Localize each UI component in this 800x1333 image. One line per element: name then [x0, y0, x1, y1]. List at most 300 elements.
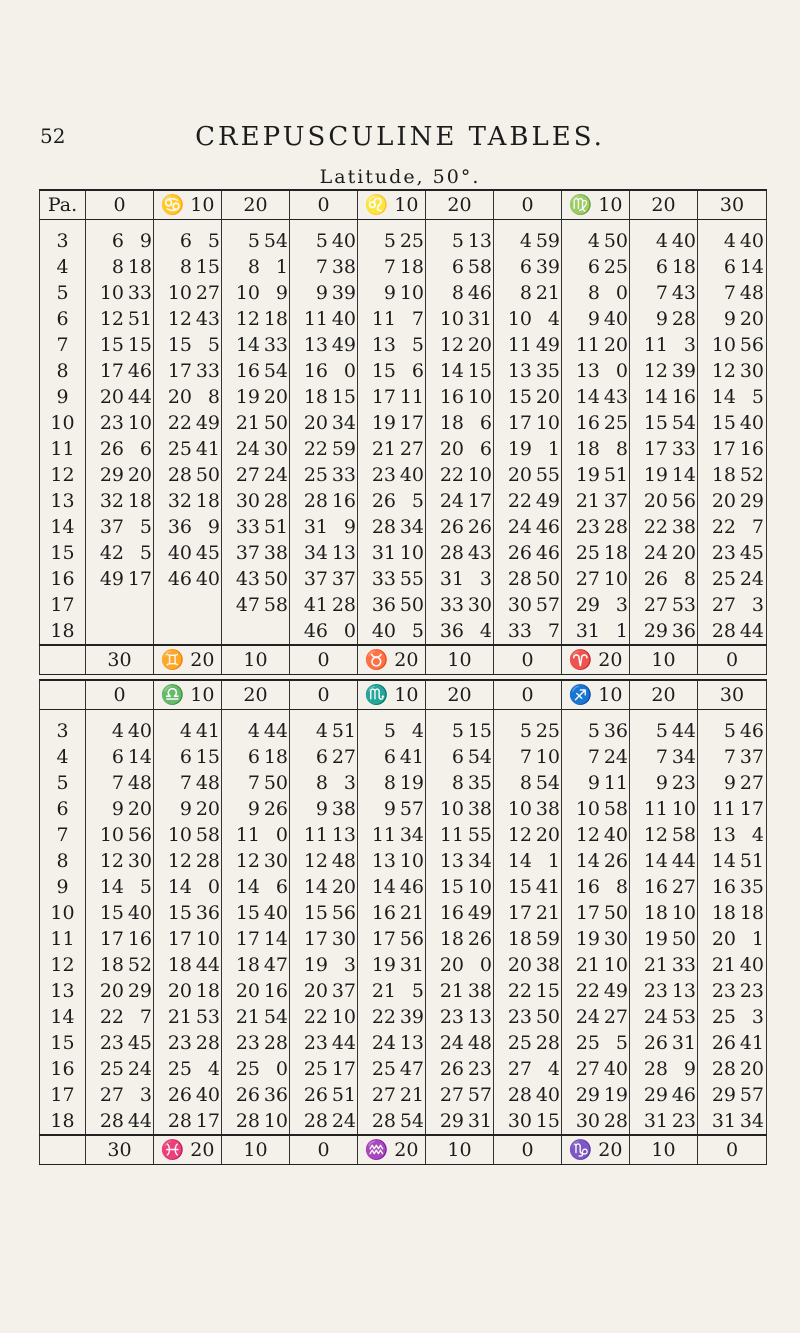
value-minutes: 50	[603, 230, 628, 252]
value-hours: 16	[439, 902, 464, 924]
value-minutes: 48	[467, 1032, 492, 1054]
value-hours: 49	[99, 568, 124, 590]
value-minutes: 51	[263, 516, 288, 538]
value-minutes: 13	[671, 980, 696, 1002]
value-hours: 6	[315, 746, 328, 768]
value-hours: 26	[99, 438, 124, 460]
value-hours: 6	[451, 256, 464, 278]
value-cell	[290, 952, 358, 978]
pa-cell: 16	[40, 566, 86, 592]
value-minutes: 24	[739, 568, 764, 590]
value-cell	[86, 410, 154, 436]
value-minutes: 38	[535, 798, 560, 820]
value-hours: 14	[303, 876, 328, 898]
header-cell	[698, 645, 767, 675]
value-minutes: 40	[331, 308, 356, 330]
value-hours: 31	[711, 1110, 736, 1132]
value-minutes: 50	[535, 568, 560, 590]
header-cell	[358, 645, 426, 675]
value-hours: 14	[643, 386, 668, 408]
value-hours: 4	[315, 720, 328, 742]
value-hours: 17	[643, 438, 668, 460]
table1-row	[40, 462, 767, 488]
header-label: 10	[447, 1139, 472, 1161]
header-label: 20	[447, 194, 472, 216]
table1-row	[40, 254, 767, 280]
value-hours: 18	[167, 954, 192, 976]
value-minutes: 13	[399, 1032, 424, 1054]
value-cell	[630, 280, 698, 306]
value-minutes: 10	[467, 386, 492, 408]
value-minutes: 25	[603, 412, 628, 434]
value-hours: 25	[99, 1058, 124, 1080]
value-minutes: 27	[739, 772, 764, 794]
value-cell	[630, 874, 698, 900]
value-minutes: 59	[535, 230, 560, 252]
value-cell	[290, 436, 358, 462]
header-label: 20	[651, 684, 676, 706]
value-hours: 20	[439, 438, 464, 460]
header-label: ♑ 20	[568, 1139, 623, 1161]
value-cell	[86, 618, 154, 645]
value-minutes: 55	[399, 568, 424, 590]
value-cell	[290, 280, 358, 306]
value-hours: 6	[179, 746, 192, 768]
header-cell	[426, 680, 494, 710]
value-cell	[494, 280, 562, 306]
value-hours: 31	[439, 568, 464, 590]
value-cell	[358, 540, 426, 566]
value-cell	[698, 618, 767, 645]
value-minutes: 33	[127, 282, 152, 304]
value-cell	[358, 566, 426, 592]
pa-cell: 15	[40, 1030, 86, 1056]
value-hours: 30	[507, 594, 532, 616]
header-label: 0	[317, 1139, 330, 1161]
header-pa-cell	[40, 645, 86, 675]
crepusculine-table	[39, 189, 767, 1165]
value-minutes: 19	[399, 772, 424, 794]
value-hours: 20	[711, 928, 736, 950]
value-cell	[358, 514, 426, 540]
value-cell	[698, 436, 767, 462]
value-cell	[494, 514, 562, 540]
value-cell	[358, 770, 426, 796]
value-hours: 14	[235, 876, 260, 898]
value-minutes: 25	[603, 256, 628, 278]
header-label: ♐ 10	[568, 684, 623, 706]
header-label: 0	[521, 684, 534, 706]
table2-row	[40, 1108, 767, 1135]
value-minutes: 50	[671, 928, 696, 950]
value-minutes: 31	[467, 308, 492, 330]
value-minutes: 35	[467, 772, 492, 794]
value-minutes: 23	[671, 772, 696, 794]
latitude-subtitle: Latitude, 50°.	[319, 166, 481, 188]
value-hours: 28	[711, 1058, 736, 1080]
value-cell	[562, 926, 630, 952]
value-hours: 22	[99, 1006, 124, 1028]
value-hours: 23	[507, 1006, 532, 1028]
value-minutes: 7	[411, 308, 424, 330]
value-minutes: 15	[127, 334, 152, 356]
value-cell	[426, 280, 494, 306]
value-minutes: 20	[739, 1058, 764, 1080]
value-minutes: 30	[263, 850, 288, 872]
value-cell	[222, 410, 290, 436]
spacer-cell	[698, 710, 767, 719]
value-cell	[86, 332, 154, 358]
value-hours: 4	[587, 230, 600, 252]
value-cell	[426, 822, 494, 848]
value-cell	[154, 1004, 222, 1030]
value-minutes: 54	[263, 230, 288, 252]
value-hours: 13	[439, 850, 464, 872]
value-minutes: 20	[671, 542, 696, 564]
value-cell	[494, 718, 562, 744]
pa-cell: 15	[40, 540, 86, 566]
value-minutes: 43	[195, 308, 220, 330]
value-cell	[698, 1082, 767, 1108]
pa-cell: 12	[40, 952, 86, 978]
running-title: CREPUSCULINE TABLES.	[195, 122, 605, 152]
table1-row	[40, 410, 767, 436]
value-minutes: 10	[603, 954, 628, 976]
value-cell	[222, 358, 290, 384]
value-minutes: 5	[411, 334, 424, 356]
value-cell	[86, 848, 154, 874]
value-hours: 11	[303, 308, 328, 330]
value-hours: 25	[371, 1058, 396, 1080]
value-hours: 16	[575, 876, 600, 898]
value-cell	[562, 952, 630, 978]
value-cell	[154, 718, 222, 744]
value-hours: 25	[711, 568, 736, 590]
header-cell	[630, 190, 698, 220]
value-cell	[562, 332, 630, 358]
value-hours: 30	[235, 490, 260, 512]
header-cell	[494, 1135, 562, 1165]
value-cell	[494, 592, 562, 618]
value-minutes: 13	[467, 1006, 492, 1028]
table1-row	[40, 436, 767, 462]
value-hours: 25	[507, 1032, 532, 1054]
value-minutes: 5	[411, 620, 424, 642]
value-cell	[426, 462, 494, 488]
value-hours: 13	[575, 360, 600, 382]
value-cell	[358, 926, 426, 952]
value-minutes: 40	[603, 308, 628, 330]
value-cell	[494, 848, 562, 874]
value-minutes: 54	[535, 772, 560, 794]
value-cell	[562, 822, 630, 848]
value-cell	[222, 254, 290, 280]
pa-cell: 16	[40, 1056, 86, 1082]
value-cell	[86, 436, 154, 462]
value-hours: 31	[371, 542, 396, 564]
value-hours: 21	[439, 980, 464, 1002]
value-minutes: 38	[467, 980, 492, 1002]
header-label: 0	[317, 684, 330, 706]
value-cell	[154, 566, 222, 592]
value-minutes: 50	[399, 594, 424, 616]
value-minutes: 10	[399, 542, 424, 564]
value-hours: 8	[383, 772, 396, 794]
spacer-cell	[630, 220, 698, 229]
value-cell	[86, 926, 154, 952]
value-cell	[562, 436, 630, 462]
value-hours: 13	[371, 334, 396, 356]
value-minutes: 34	[671, 746, 696, 768]
value-minutes: 18	[127, 256, 152, 278]
value-minutes: 0	[275, 824, 288, 846]
value-cell	[290, 796, 358, 822]
value-minutes: 28	[195, 850, 220, 872]
value-minutes: 15	[331, 386, 356, 408]
value-cell	[494, 306, 562, 332]
value-cell	[154, 592, 222, 618]
value-minutes: 10	[127, 412, 152, 434]
value-minutes: 26	[467, 516, 492, 538]
value-minutes: 53	[671, 1006, 696, 1028]
value-minutes: 14	[263, 928, 288, 950]
spacer-cell	[426, 220, 494, 229]
value-minutes: 31	[467, 1110, 492, 1132]
value-minutes: 9	[683, 1058, 696, 1080]
value-cell	[494, 384, 562, 410]
value-hours: 12	[507, 824, 532, 846]
value-cell	[494, 358, 562, 384]
value-minutes: 0	[207, 876, 220, 898]
spacer-cell	[40, 710, 86, 719]
value-hours: 27	[643, 594, 668, 616]
value-hours: 21	[371, 438, 396, 460]
value-cell	[222, 1082, 290, 1108]
value-hours: 5	[383, 720, 396, 742]
value-cell	[630, 822, 698, 848]
value-minutes: 54	[671, 412, 696, 434]
value-hours: 24	[643, 542, 668, 564]
value-cell	[86, 1030, 154, 1056]
value-minutes: 45	[127, 1032, 152, 1054]
value-hours: 16	[439, 386, 464, 408]
value-cell	[698, 254, 767, 280]
value-minutes: 44	[671, 850, 696, 872]
value-minutes: 27	[331, 746, 356, 768]
value-minutes: 15	[467, 360, 492, 382]
table1-row	[40, 592, 767, 618]
value-minutes: 53	[671, 594, 696, 616]
value-cell	[494, 488, 562, 514]
table2-row	[40, 900, 767, 926]
value-minutes: 18	[195, 980, 220, 1002]
value-cell	[426, 566, 494, 592]
value-cell	[494, 254, 562, 280]
value-minutes: 55	[535, 464, 560, 486]
value-minutes: 14	[127, 746, 152, 768]
value-cell	[698, 926, 767, 952]
value-minutes: 7	[547, 620, 560, 642]
pa-cell: 11	[40, 926, 86, 952]
value-minutes: 8	[207, 386, 220, 408]
header-cell	[222, 645, 290, 675]
value-hours: 25	[575, 542, 600, 564]
value-hours: 14	[575, 850, 600, 872]
value-cell	[494, 1030, 562, 1056]
header-cell	[86, 645, 154, 675]
value-minutes: 20	[331, 876, 356, 898]
value-minutes: 28	[195, 1032, 220, 1054]
pa-cell: 8	[40, 848, 86, 874]
value-hours: 10	[99, 282, 124, 304]
table2-row	[40, 848, 767, 874]
value-cell	[358, 436, 426, 462]
value-hours: 8	[111, 256, 124, 278]
table1-row	[40, 280, 767, 306]
value-hours: 26	[507, 542, 532, 564]
pa-cell: 5	[40, 280, 86, 306]
pa-cell: 8	[40, 358, 86, 384]
value-cell	[630, 1108, 698, 1135]
value-cell	[630, 848, 698, 874]
value-cell	[494, 1004, 562, 1030]
value-hours: 20	[99, 980, 124, 1002]
value-hours: 14	[235, 334, 260, 356]
value-hours: 18	[439, 412, 464, 434]
value-hours: 18	[711, 902, 736, 924]
value-minutes: 46	[739, 720, 764, 742]
value-hours: 22	[711, 516, 736, 538]
value-hours: 4	[519, 230, 532, 252]
value-minutes: 40	[263, 902, 288, 924]
value-hours: 23	[303, 1032, 328, 1054]
value-cell	[698, 848, 767, 874]
value-cell	[86, 488, 154, 514]
spacer-cell	[494, 220, 562, 229]
value-cell	[86, 822, 154, 848]
header-pa-cell: Pa.	[40, 190, 86, 220]
value-minutes: 50	[263, 568, 288, 590]
value-cell	[698, 592, 767, 618]
header-cell	[562, 1135, 630, 1165]
value-minutes: 10	[399, 850, 424, 872]
value-minutes: 18	[603, 542, 628, 564]
value-cell	[222, 952, 290, 978]
value-cell	[290, 770, 358, 796]
value-cell	[290, 410, 358, 436]
value-minutes: 10	[671, 798, 696, 820]
value-minutes: 17	[127, 568, 152, 590]
value-hours: 24	[371, 1032, 396, 1054]
value-cell	[154, 384, 222, 410]
value-minutes: 38	[467, 798, 492, 820]
header-label: 30	[107, 1139, 132, 1161]
spacer-cell	[86, 710, 154, 719]
value-minutes: 40	[195, 1084, 220, 1106]
value-hours: 7	[179, 772, 192, 794]
value-minutes: 0	[343, 620, 356, 642]
value-hours: 16	[711, 876, 736, 898]
value-hours: 29	[439, 1110, 464, 1132]
value-hours: 6	[383, 746, 396, 768]
value-hours: 12	[575, 824, 600, 846]
value-hours: 29	[575, 594, 600, 616]
header-label: ♓ 20	[160, 1139, 215, 1161]
value-minutes: 23	[467, 1058, 492, 1080]
value-cell	[698, 306, 767, 332]
header-cell	[630, 680, 698, 710]
value-cell	[630, 1004, 698, 1030]
value-minutes: 27	[399, 438, 424, 460]
value-minutes: 7	[751, 516, 764, 538]
value-cell	[698, 332, 767, 358]
value-hours: 10	[507, 308, 532, 330]
value-cell	[698, 280, 767, 306]
header-label: 20	[243, 194, 268, 216]
header-label: ♏ 10	[364, 684, 419, 706]
value-minutes: 58	[671, 824, 696, 846]
value-hours: 40	[167, 542, 192, 564]
value-cell	[562, 900, 630, 926]
pa-cell: 17	[40, 592, 86, 618]
value-minutes: 44	[127, 1110, 152, 1132]
value-cell	[222, 978, 290, 1004]
spacer-cell	[494, 710, 562, 719]
value-cell	[154, 1056, 222, 1082]
value-cell	[426, 306, 494, 332]
value-hours: 33	[507, 620, 532, 642]
value-cell	[290, 848, 358, 874]
value-minutes: 19	[603, 1084, 628, 1106]
header-label: 0	[113, 684, 126, 706]
value-hours: 17	[303, 928, 328, 950]
value-minutes: 58	[263, 594, 288, 616]
value-hours: 4	[655, 230, 668, 252]
value-hours: 14	[711, 386, 736, 408]
value-hours: 9	[587, 772, 600, 794]
value-cell	[426, 592, 494, 618]
value-minutes: 8	[615, 438, 628, 460]
value-hours: 28	[507, 568, 532, 590]
value-hours: 43	[235, 568, 260, 590]
header-cell	[222, 1135, 290, 1165]
value-minutes: 16	[127, 928, 152, 950]
value-hours: 17	[235, 928, 260, 950]
value-hours: 27	[575, 568, 600, 590]
value-minutes: 36	[195, 902, 220, 924]
value-cell	[562, 848, 630, 874]
value-hours: 6	[247, 746, 260, 768]
value-cell	[290, 744, 358, 770]
value-minutes: 10	[195, 928, 220, 950]
value-cell	[426, 488, 494, 514]
value-cell	[698, 1004, 767, 1030]
value-hours: 11	[439, 824, 464, 846]
value-minutes: 4	[479, 620, 492, 642]
value-hours: 6	[111, 746, 124, 768]
value-hours: 28	[99, 1110, 124, 1132]
value-hours: 17	[507, 902, 532, 924]
spacer-cell	[562, 220, 630, 229]
header-cell	[290, 645, 358, 675]
pa-cell: 4	[40, 254, 86, 280]
value-minutes: 21	[399, 902, 424, 924]
value-minutes: 27	[671, 876, 696, 898]
value-minutes: 10	[671, 902, 696, 924]
value-cell	[358, 1004, 426, 1030]
value-minutes: 10	[467, 876, 492, 898]
value-minutes: 49	[535, 490, 560, 512]
